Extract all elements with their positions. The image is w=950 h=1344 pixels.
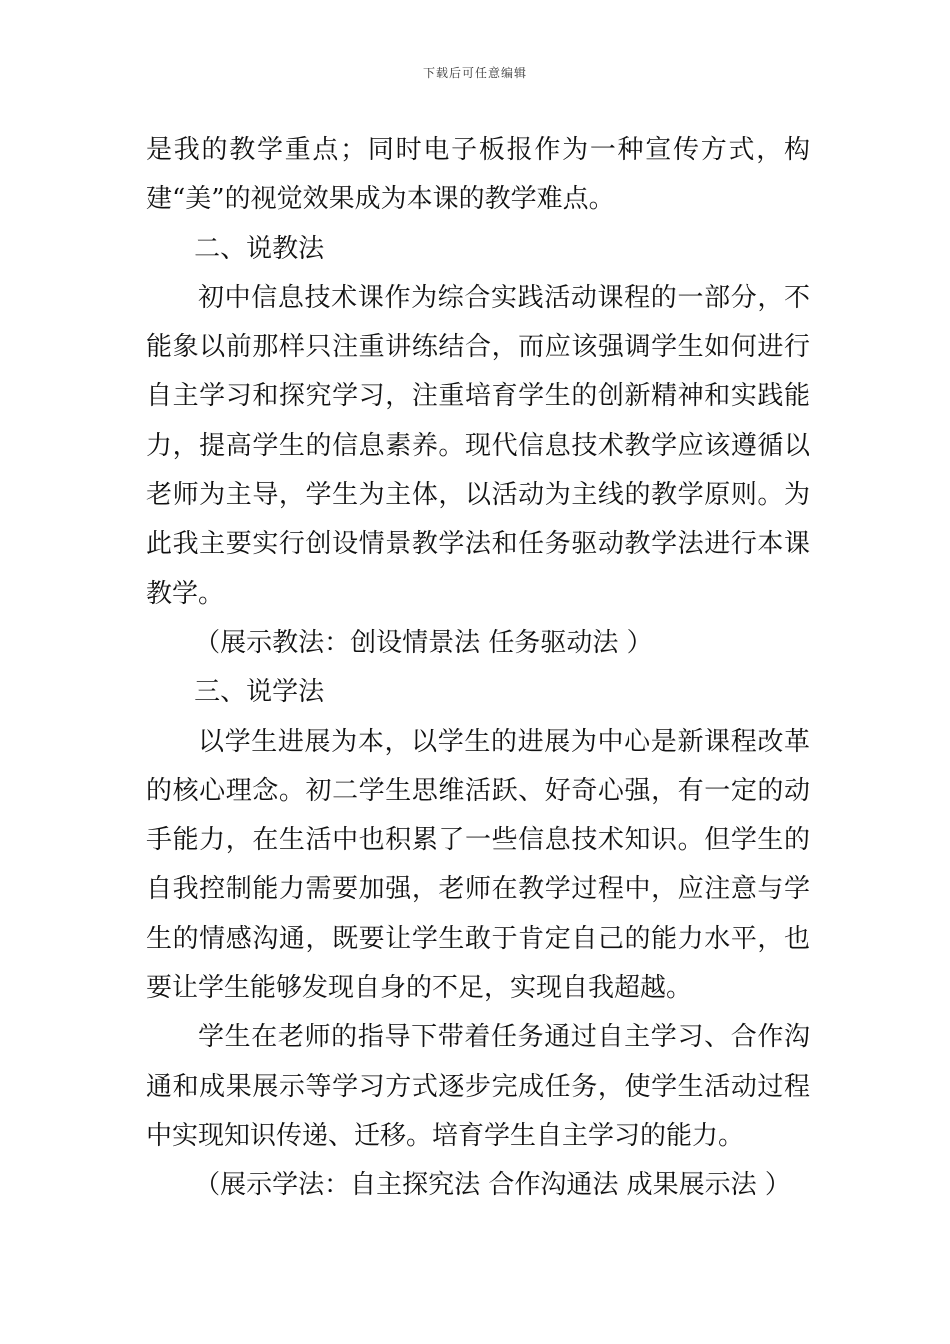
- paragraph-teaching-focus: 是我的教学重点；同时电子板报作为一种宣传方式，构建“美”的视觉效果成为本课的教学难点。: [146, 135, 810, 215]
- learning-methods-list: （展示学法：自主探究法 合作沟通法 成果展示法 ）: [194, 1170, 791, 1201]
- heading-teaching-method: 二、说教法: [194, 233, 325, 264]
- page-header: 下载后可任意编辑: [422, 66, 527, 80]
- heading-learning-method: 三、说学法: [194, 677, 325, 708]
- teaching-methods-list: （展示教法：创设情景法 任务驱动法 ）: [194, 627, 653, 658]
- paragraph-learning-tasks: 学生在老师的指导下带着任务通过自主学习、合作沟通和成果展示等学习方式逐步完成任务，使学生活动过程中实现知识传递、迁移。培育学生自主学习的能力。: [146, 1022, 810, 1151]
- paragraph-teaching-method: 初中信息技术课作为综合实践活动课程的一部分，不能象以前那样只注重讲练结合，而应该强调学生如何进行自主学习和探究学习，注重培育学生的创新精神和实践能力，提高学生的信息素养。现代信息技术教学应该遵循以老师为主导，学生为主体，以活动为主线的教学原则。为此我主要实行创设情景教学法和任务驱动教学法进行本课教学。: [146, 282, 810, 609]
- paragraph-learning-method: 以学生进展为本，以学生的进展为中心是新课程改革的核心理念。初二学生思维活跃、好奇心强，有一定的动手能力，在生活中也积累了一些信息技术知识。但学生的自我控制能力需要加强，老师在教学过程中，应注意与学生的情感沟通，既要让学生敢于肯定自己的能力水平，也要让学生能够发现自身的不足，实现自我超越。: [146, 726, 810, 1004]
- document-body: [146, 126, 810, 1211]
